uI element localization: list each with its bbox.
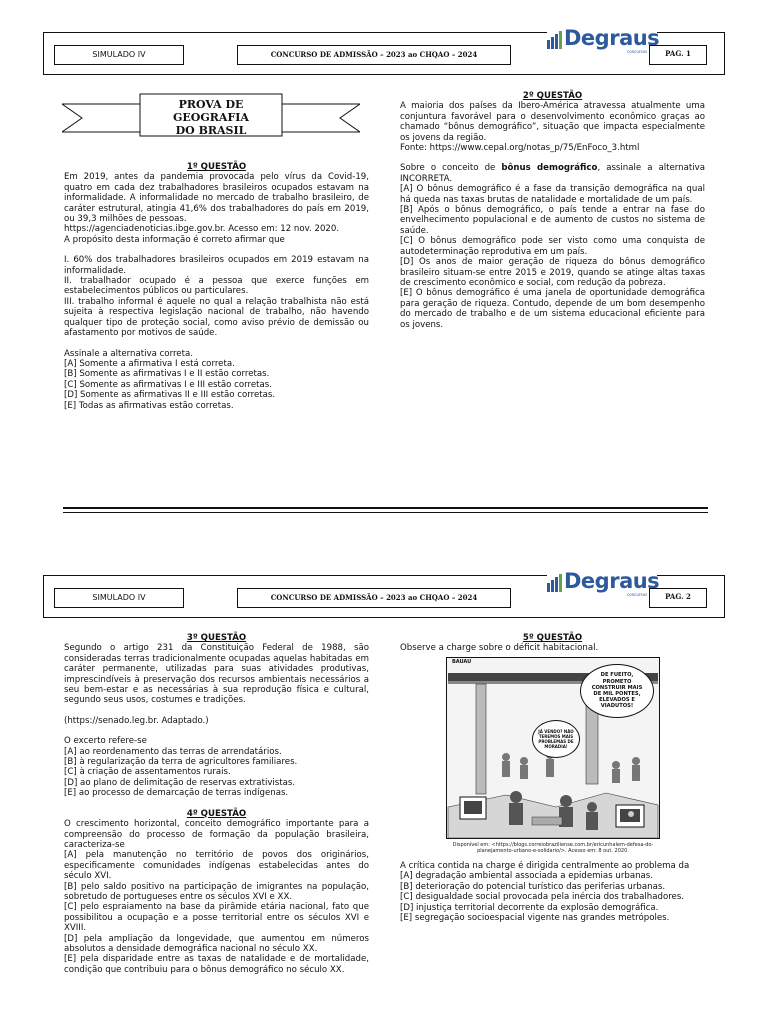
question-1-source: https://agenciadenoticias.ibge.gov.br. Acesso em: 12 nov. 2020. xyxy=(64,224,340,235)
page-end-rule-thin xyxy=(63,512,708,513)
option-d[interactable]: [D] injustiça territorial decorrente da explosão demográfica. xyxy=(400,902,659,913)
question-4-title: 4º QUESTÃO xyxy=(186,808,247,819)
option-e[interactable]: [E] ao processo de demarcação de terras indígenas. xyxy=(64,788,289,799)
statement-iii: III. trabalho informal é aquele no qual a relação trabalhista não está sujeita à respectiva legislação nacional de trabalho, não havendo qualquer tipo de proteção social, como aviso prévio de demissão ou afastamento por motivos de saúde. xyxy=(64,296,369,339)
degraus-logo xyxy=(547,569,660,601)
option-c[interactable]: [C] desigualdade social provocada pela inércia dos trabalhadores. xyxy=(400,892,685,903)
question-3-source: (https://senado.leg.br. Adaptado.) xyxy=(64,715,209,726)
page-end-rule xyxy=(63,507,708,509)
cartoon-caption xyxy=(446,842,660,854)
question-5 xyxy=(400,633,705,654)
speech-bubble-2-text: JÁ VENDO? NÃO TEREMOS MAIS PROBLEMAS DE MORADIA! xyxy=(538,729,574,749)
question-3-prompt: O excerto refere-se xyxy=(64,736,147,747)
option-b[interactable]: [B] deterioração do potencial turístico das periferias urbanas. xyxy=(400,881,666,892)
question-5-body xyxy=(400,861,705,923)
banner-line-1: PROVA DE GEOGRAFIA xyxy=(173,98,249,124)
option-a[interactable]: [A] degradação ambiental associada a epidemias urbanas. xyxy=(400,871,654,882)
logo-sub: concursos xyxy=(627,592,648,597)
question-5-prompt: Observe a charge sobre o déficit habitacional. xyxy=(400,643,599,654)
speech-bubble-1 xyxy=(580,664,654,718)
prompt-post: , assinale a alternativa INCORRETA. xyxy=(400,163,706,184)
option-c[interactable]: [C] pelo espraiamento na base da pirâmide etária nacional, fato que possibilitou a ocupação e a posse territorial entre os séculos XVI e XVIII. xyxy=(64,902,369,934)
option-b[interactable]: [B] Somente as afirmativas I e II estão corretas. xyxy=(64,369,270,380)
concurso-label: CONCURSO DE ADMISSÃO – 2023 ao CHQAO – 2024 xyxy=(237,45,511,65)
question-2 xyxy=(400,91,705,330)
degraus-logo xyxy=(547,26,660,58)
question-5-title: 5º QUESTÃO xyxy=(522,633,583,643)
option-b[interactable]: [B] à regularização da terra de agricultores familiares. xyxy=(64,757,298,768)
banner-title xyxy=(140,98,282,137)
question-1-title: 1º QUESTÃO xyxy=(186,162,247,172)
cartoon-caption-text: Disponível em: <https://blogs.correiobraziliense.com.br/ericunhalem-defesa-do-planejamento-urbano-e-solidario/>. Acesso em: 8 out. 2020. xyxy=(452,842,654,854)
option-a[interactable]: [A] ao reordenamento das terras de arrendatários. xyxy=(64,746,282,757)
statement-ii: II. trabalhador ocupado é a pessoa que exerce funções em estabelecimentos públicos ou particulares. xyxy=(64,276,369,297)
prompt-bold: bônus demográfico xyxy=(501,163,598,174)
simulado-label: SIMULADO IV xyxy=(54,588,184,608)
speech-bubble-1-text: DE FUEITO, PROMETO CONSTRUIR MAIS DE MIL PONTES, ELEVADOS E VIADUTOS! xyxy=(591,672,643,710)
question-2-source: Fonte: https://www.cepal.org/notas_p/75/EnFoco_3.html xyxy=(400,143,640,154)
option-e[interactable]: [E] O bônus demográfico é uma janela de oportunidade demográfica para geração de riqueza. Contudo, depende de um bom desempenho do mercado de trabalho e de um sistema educacional eficiente para os jovens. xyxy=(400,288,705,330)
question-1-text: Em 2019, antes da pandemia provocada pelo vírus da Covid-19, quatro em cada dez trabalhadores brasileiros ocupados estavam na informalidade. A informalidade no mercado de trabalho brasileiro, de caráter estrutural, atingia 41,6% dos trabalhadores do país em 2019, ou 39,3 milhões de pessoas. xyxy=(64,172,369,225)
page-header xyxy=(43,26,725,75)
banner-line-2: DO BRASIL xyxy=(175,124,247,137)
question-1 xyxy=(64,162,369,411)
logo-bars-icon xyxy=(547,574,563,592)
option-c[interactable]: [C] à criação de assentamentos rurais. xyxy=(64,767,231,778)
simulado-label: SIMULADO IV xyxy=(54,45,184,65)
question-3-title: 3º QUESTÃO xyxy=(186,633,247,643)
option-e[interactable]: [E] pela disparidade entre as taxas de natalidade e de mortalidade, condição que contribuiu para o bônus demográfico no século XX. xyxy=(64,954,369,975)
option-d[interactable]: [D] Os anos de maior geração de riqueza do bônus demográfico brasileiro situam-se entre 2015 e 2019, quando se atinge altas taxas de crescimento econômico e social, com redução da pobreza. xyxy=(400,257,705,288)
question-2-text: A maioria dos países da Ibero-América atravessa atualmente uma conjuntura favorável para o desenvolvimento econômico graças ao chamado “bônus demográfico”, situação que impacta especialmente os jovens da região. xyxy=(400,101,705,143)
option-e[interactable]: [E] Todas as afirmativas estão corretas. xyxy=(64,400,234,411)
logo-word: Degraus xyxy=(564,26,660,50)
question-1-prompt: A propósito desta informação é correto afirmar que xyxy=(64,234,285,245)
speech-bubble-2 xyxy=(532,720,580,758)
option-e[interactable]: [E] segregação socioespacial vigente nas grandes metrópoles. xyxy=(400,913,670,924)
question-2-prompt xyxy=(400,163,705,184)
page-header xyxy=(43,569,725,618)
question-3 xyxy=(64,633,369,975)
question-3-text: Segundo o artigo 231 da Constituição Federal de 1988, são consideradas terras tradicionalmente ocupadas aquelas habitadas em caráter permanente, utilizadas para suas atividades produtivas, imprescindíveis à preservação dos recursos ambientais necessários a seu bem-estar e as necessárias à sua reprodução física e cultural, segundo seus usos, costumes e tradições. xyxy=(64,643,369,706)
option-d[interactable]: [D] Somente as afirmativas II e III estão corretas. xyxy=(64,390,276,401)
question-1-instruction: Assinale a alternativa correta. xyxy=(64,348,193,359)
page-number: PAG. 2 xyxy=(649,588,707,608)
page-number: PAG. 1 xyxy=(649,45,707,65)
option-c[interactable]: [C] O bônus demográfico pode ser visto como uma conquista de autodeterminação reprodutiva em um país. xyxy=(400,236,705,257)
logo-sub: concursos xyxy=(627,49,648,54)
option-c[interactable]: [C] Somente as afirmativas I e III estão corretas. xyxy=(64,379,272,390)
logo-word: Degraus xyxy=(564,569,660,593)
question-2-title: 2º QUESTÃO xyxy=(522,91,583,101)
option-b[interactable]: [B] pelo saldo positivo na participação de imigrantes na população, sobretudo de portugueses entre os séculos XVI e XX. xyxy=(64,881,369,902)
prompt-pre: Sobre o conceito de xyxy=(400,163,502,174)
option-b[interactable]: [B] Após o bônus demográfico, o país tende a entrar na fase do envelhecimento populacional e de aumento de custos no sistema de saúde. xyxy=(400,205,705,236)
option-a[interactable]: [A] O bônus demográfico é a fase da transição demográfica na qual há queda nas taxas brutas de natalidade e mortalidade de um país. xyxy=(400,184,705,205)
concurso-label: CONCURSO DE ADMISSÃO – 2023 ao CHQAO – 2024 xyxy=(237,588,511,608)
option-a[interactable]: [A] pela manutenção no território de povos dos originários, especificamente comunidades indígenas estabelecidas antes do século XVI. xyxy=(64,850,369,882)
logo-bars-icon xyxy=(547,31,563,49)
option-d[interactable]: [D] pela ampliação da longevidade, que aumentou em números absolutos a densidade demográfica nacional no século XX. xyxy=(64,933,369,954)
option-a[interactable]: [A] Somente a afirmativa I está correta. xyxy=(64,358,235,369)
cartoon-tag: BAUAU xyxy=(452,659,472,665)
question-5-question: A crítica contida na charge é dirigida centralmente ao problema da xyxy=(400,861,690,871)
statement-i: I. 60% dos trabalhadores brasileiros ocupados em 2019 estavam na informalidade. xyxy=(64,255,369,276)
question-4-text: O crescimento horizontal, conceito demográfico importante para a compreensão do processo de formação da população brasileira, caracteriza-se xyxy=(64,819,369,850)
option-d[interactable]: [D] ao plano de delimitação de reservas extrativistas. xyxy=(64,777,296,788)
